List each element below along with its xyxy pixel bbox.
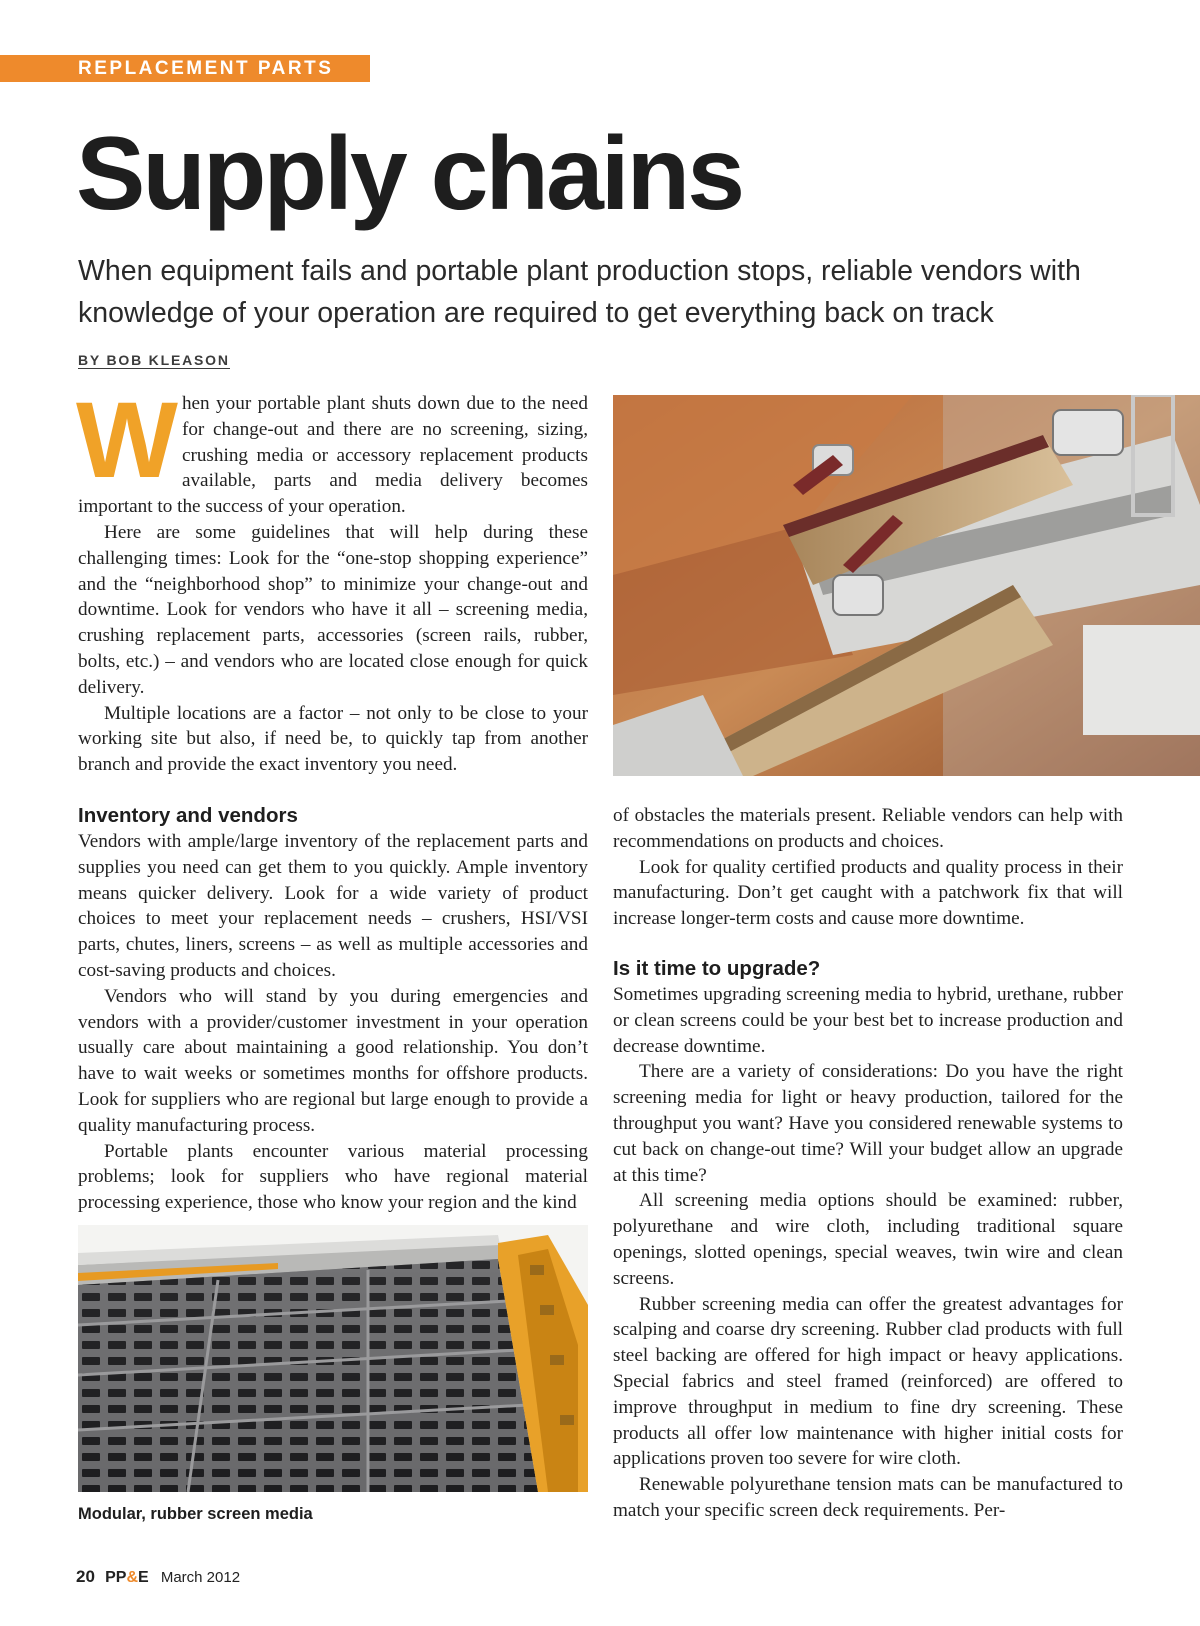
continued-paragraph: of obstacles the materials present. Reliable vendors can help with recommendations on products and choices. [613, 805, 1123, 852]
magazine-name: PP&E [105, 1569, 149, 1586]
upgrade-paragraph-5: Renewable polyurethane tension mats can be manufactured to match your specific screen deck requirements. Per- [613, 1474, 1123, 1521]
inventory-paragraph-3: Portable plants encounter various material processing problems; look for suppliers who have regional material processing experience, those who know your region and the kind [78, 1140, 588, 1214]
issue-date: March 2012 [160, 1569, 241, 1586]
right-column [613, 803, 1123, 1524]
page-footer [76, 1567, 240, 1587]
plant-conveyor-photo [613, 395, 1200, 776]
inventory-heading: Inventory and vendors [78, 804, 298, 827]
quality-paragraph: Look for quality certified products and quality process in their manufacturing. Don’t get caught with a patchwork fix that will increase longer-term costs and cause more downtime. [613, 856, 1123, 930]
upgrade-paragraph-4: Rubber screening media can offer the greatest advantages for scalping and coarse dry screening. Rubber clad products with full steel backing are offered for high impact or heavy applications. Special fabrics and steel framed (reinforced) are offered to improve throughput in medium to fine dry screening. These products all offer low maintenance with higher initial costs for applications proven too severe for wire cloth. [613, 1293, 1123, 1470]
intro-paragraph-3: Multiple locations are a factor – not only to be close to your working site but also, if need be, to quickly tap from another branch and provide the exact inventory you need. [78, 702, 588, 776]
upgrade-paragraph-1: Sometimes upgrading screening media to hybrid, urethane, rubber or clean screens could be your best bet to increase production and decrease downtime. [613, 983, 1123, 1057]
upgrade-paragraph-2: There are a variety of considerations: Do you have the right screening media for light or heavy production, tailored for the throughput you want? Have you considered renewable systems to cut back on change-out time? Will your budget allow an upgrade at this time? [613, 1061, 1123, 1186]
photo-caption: Modular, rubber screen media [78, 1505, 313, 1523]
upgrade-heading: Is it time to upgrade? [613, 956, 821, 980]
drop-cap: W [76, 379, 178, 500]
byline: BY BOB KLEASON [78, 352, 230, 368]
section-tag: REPLACEMENT PARTS [0, 55, 370, 82]
intro-paragraph-2: Here are some guidelines that will help during these challenging times: Look for the “one-stop shopping experience” and the “neighborhood shop” to minimize your change-out and downtime. Look for vendors who have it all – screening media, crushing replacement parts, accessories (screen rails, rubber, bolts, etc.) – and vendors who are located close enough for quick delivery. [78, 521, 588, 698]
intro-column [76, 379, 588, 778]
inventory-paragraph-1: Vendors with ample/large inventory of the replacement parts and supplies you need can get them to you quickly. Ample inventory means quicker delivery. Look for a wide variety of product choices to meet your replacement needs – crushers, HSI/VSI parts, chutes, liners, screens – as well as multiple accessories and cost-saving products and choices. [78, 831, 588, 981]
headline: Supply chains [76, 116, 743, 232]
rubber-screen-media-photo [78, 1225, 588, 1492]
inventory-column [78, 803, 588, 1216]
upgrade-paragraph-3: All screening media options should be examined: rubber, polyurethane and wire cloth, including traditional square openings, slotted openings, special weaves, twin wire and clean screens. [613, 1190, 1123, 1289]
inventory-paragraph-2: Vendors who will stand by you during emergencies and vendors with a provider/customer investment in your operation usually care about maintaining a good relationship. You don’t have to wait weeks or sometimes months for offshore products. Look for suppliers who are regional but large enough to provide a quality manufacturing process. [78, 985, 588, 1136]
deck-subtitle: When equipment fails and portable plant production stops, reliable vendors with knowledge of your operation are required to get everything back on track [78, 255, 1081, 329]
page-number: 20 [76, 1567, 95, 1586]
intro-paragraph-1: When your portable plant shuts down due to the need for change-out and there are no screening, sizing, crushing media or accessory replacement products available, parts and media delivery becomes important to the success of your operation. [76, 379, 588, 518]
